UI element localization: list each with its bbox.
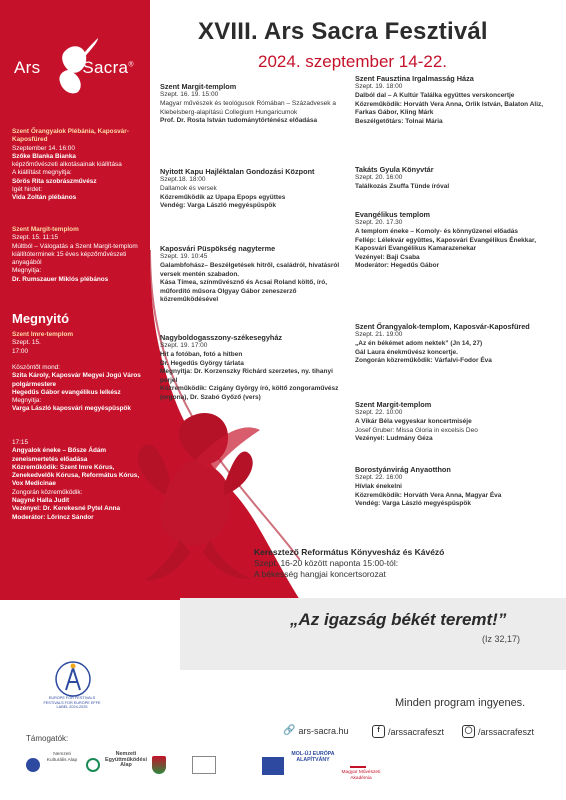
kr-dates: Szept. 16-20 között naponta 15:00-tól:	[254, 558, 399, 568]
text-line: Szept. 20. 16:00	[355, 174, 403, 182]
kr-concert-block	[254, 547, 444, 580]
festival-logo	[14, 58, 134, 78]
text-line: Szent Margit-templom	[12, 226, 79, 233]
text-line: 17:00	[12, 347, 28, 355]
logo-word-sacra: Sacra	[82, 58, 129, 77]
text-line: Sörös Rita szobrászművész	[12, 177, 97, 185]
text-line: Szept. 15. 11:15	[12, 234, 59, 242]
text-line: Szept. 22. 16:00	[355, 474, 403, 482]
text-line: Josef Gruber: Missa Gloria in excelsis Deo	[355, 426, 478, 434]
text-line: Hegedűs Gábor evangélikus lelkész	[12, 388, 121, 396]
sponsor-logo-mma	[350, 756, 366, 768]
text-line: képzőművészeti alkotásainak kiállítása	[12, 161, 122, 169]
logo-registered-mark: ®	[128, 61, 134, 69]
sponsor-logo-crest	[152, 756, 166, 774]
text-line: Dr. Rumszauer Miklós plébános	[12, 275, 109, 283]
text-line: Szeptember 14. 16:00	[12, 144, 75, 152]
text-line: Megnyitja: Dr. Korzenszky Richárd szerzetes, ny. tihanyi perjel	[160, 368, 333, 384]
text-line: Közreműködik: Horváth Vera Anna, Magyar Éva	[355, 491, 502, 499]
text-line: Szept. 22. 10:00	[355, 409, 403, 417]
left-block-2	[12, 226, 146, 284]
venue-heading: Kaposvári Püspökség nagyterme	[160, 244, 276, 253]
text-line: Vezényel: Ludmány Géza	[355, 435, 433, 443]
text-line: Prof. Dr. Rosta István tudománytörténész előadása	[160, 117, 318, 125]
supporters-label: Támogatók:	[26, 734, 69, 743]
text-line: Szept. 19. 10:45	[160, 253, 208, 261]
text-line: Zongorán közreműködik:	[12, 488, 83, 496]
effe-label-text: EUROPE FOR FESTIVALS FESTIVALS FOR EUROPE EFFE LABEL 2024-2025	[43, 696, 101, 709]
website-link[interactable]	[283, 725, 348, 736]
text-line: Köszöntőt mond:	[12, 364, 60, 371]
text-line: Közreműködik: Szent Imre Kórus, Zenekedvelők Kórusa, Református Kórus, Vox Medicinae	[12, 463, 140, 488]
text-line: Hit a fotóban, fotó a hitben	[160, 351, 243, 358]
text-line: A kiállítást megnyitja:	[12, 169, 72, 177]
sponsor-logo-ministry	[192, 756, 216, 774]
effe-label-logo-icon	[48, 660, 98, 698]
text-line: 17:15	[12, 439, 28, 446]
kr-series: A békesség hangjai koncertsorozat	[254, 569, 386, 579]
quote-reference: (Iz 32,17)	[482, 634, 521, 644]
text-line: Moderátor: Lőrincz Sándor	[12, 513, 94, 521]
festival-dates: 2024. szeptember 14-22.	[258, 52, 448, 71]
text-line: Szept. 16. 19. 15:00	[160, 91, 219, 99]
program-right-5	[355, 400, 555, 444]
text-line: Közreműködik: Horváth Vera Anna, Orlik István, Balaton Aliz, Farkas Gábor, Kling Márk	[355, 100, 544, 117]
text-line: Megnyitja:	[12, 267, 42, 275]
left-block-1	[12, 128, 146, 203]
venue-heading: Szent Őrangyalok-templom, Kaposvár-Kaposfüred	[355, 322, 530, 331]
text-line: Szőke Blanka Bianka	[12, 152, 76, 160]
text-line: Szept. 19. 18:00	[355, 83, 403, 91]
text-line: Fellép: Lélekvár együttes, Kaposvári Evangélikus Énekkar, Kaposvári Evangélikus Kamarazenekar	[355, 236, 537, 253]
text-line: Találkozás Zsuffa Tünde íróval	[355, 183, 450, 190]
text-line: Múltból – Válogatás a Szent Margit-templom kiállítóterminek 15 éves képzőművészeti anyagából	[12, 242, 138, 267]
megnyito-heading: Megnyitó	[12, 311, 70, 326]
program-right-4	[355, 322, 555, 366]
festival-title: XVIII. Ars Sacra Fesztivál	[198, 18, 488, 45]
instagram-icon: ◯	[462, 725, 475, 738]
free-programs-note: Minden program ingyenes.	[395, 697, 526, 709]
text-line: Kása Tímea, színművésznő és Acsai Roland költő, író, műfordító műsora Olgyay Gábor zeneszerző közreműködésével	[160, 279, 328, 304]
sponsor-logo-mol	[262, 757, 284, 775]
text-line: Szept.18. 18:00	[160, 176, 206, 184]
facebook-icon: f	[372, 725, 385, 738]
venue-heading: Takáts Gyula Könyvtár	[355, 165, 434, 174]
text-line: Szita Károly, Kaposvár Megyei Jogú Város polgármestere	[12, 372, 141, 388]
text-line: A templom éneke – Komoly- és könnyűzenei előadás	[355, 228, 519, 235]
text-line: Közreműködik: Czigány György író, költő zongoraművész (orgona), Dr. Szabó Győző (vers)	[160, 385, 339, 401]
text-line: Hívlak énekelni	[355, 483, 402, 490]
kr-heading: Keresztező Református Könyvesház és Kávézó	[254, 547, 445, 557]
text-line: Szent Őrangyalok Plébánia, Kaposvár-Kaposfüred	[12, 128, 129, 144]
text-line: „Az én békémet adom nektek” (Jn 14, 27)	[355, 340, 483, 347]
instagram-link[interactable]	[462, 725, 534, 738]
program-right-1	[355, 74, 555, 126]
left-block-3	[12, 331, 146, 356]
text-line: Közreműködik az Upapa Epops együttes	[160, 193, 286, 201]
sponsor-logo-nea	[86, 758, 100, 772]
text-line: Varga László kaposvári megyéspüspök	[12, 405, 131, 413]
program-right-6	[355, 465, 555, 509]
instagram-text: /arssacrafeszt	[478, 726, 535, 737]
venue-heading: Nyitott Kapu Hajléktalan Gondozási Központ	[160, 167, 315, 176]
text-line: Szept. 20. 17.30	[355, 219, 403, 227]
website-text: ars-sacra.hu	[298, 725, 349, 736]
text-line: Zongorán közreműködik: Várfalvi-Fodor Éva	[355, 357, 492, 365]
facebook-text: /arssacrafeszt	[388, 726, 445, 737]
text-line: Angyalok éneke – Bősze Ádám zeneismertetés előadása	[12, 447, 107, 463]
text-line: Szept. 15.	[12, 339, 41, 347]
program-mid-1	[160, 82, 350, 126]
text-line: Nagyné Halla Judit	[12, 497, 70, 505]
motto-quote: „Az igazság békét teremt!”	[290, 610, 507, 629]
text-line: Moderátor: Hegedűs Gábor	[355, 262, 440, 270]
venue-heading: Szent Fausztina Irgalmasság Háza	[355, 74, 474, 83]
program-mid-2	[160, 167, 350, 211]
sponsor-name-mma: Magyar Művészeti Akadémia	[341, 770, 381, 781]
text-line: Szent Imre-templom	[12, 331, 74, 338]
program-mid-4	[160, 333, 350, 403]
venue-heading: Borostyánvirág Anyaotthon	[355, 465, 451, 474]
text-line: Igét hirdet:	[12, 186, 43, 194]
program-right-3	[355, 210, 555, 271]
text-line: Beszélgetőtárs: Tolnai Mária	[355, 117, 443, 125]
venue-heading: Szent Margit-templom	[355, 400, 432, 409]
link-icon: 🔗	[283, 725, 296, 736]
program-right-2	[355, 165, 555, 192]
text-line: Dallamok és versek	[160, 185, 217, 192]
left-block-4	[12, 364, 146, 414]
venue-heading: Evangélikus templom	[355, 210, 431, 219]
text-line: Galambfohász– Beszélgetések hitről, családról, hivatásról versek mentén szabadon.	[160, 262, 340, 278]
text-line: Vendég: Varga László megyéspüspök	[355, 500, 471, 508]
text-line: A Vikár Béla vegyeskar koncertmiséje	[355, 418, 472, 425]
text-line: Szept. 21. 19:00	[355, 331, 403, 339]
text-line: Magyar művészek és teológusok Rómában – Századvesek a Klebelsberg-alapítású Collegium Hungaricumok	[160, 100, 336, 116]
sponsor-logo-nka	[26, 758, 40, 772]
venue-heading: Nagyboldogasszony-székesegyház	[160, 333, 283, 342]
text-line: Vezényel: Baji Csaba	[355, 253, 420, 261]
text-line: Dr. Hegedűs György tárlata	[160, 359, 244, 367]
sponsor-name-nka: Nemzeti Kulturális Alap	[46, 752, 78, 763]
text-line: Vezényel: Dr. Kerekesné Pytel Anna	[12, 505, 121, 513]
left-block-5	[12, 439, 146, 522]
facebook-link[interactable]	[372, 725, 444, 738]
text-line: Szept. 19. 17:00	[160, 342, 208, 350]
text-line: Gál Laura énekművész koncertje.	[355, 348, 458, 356]
text-line: Megnyitja:	[12, 397, 42, 405]
sponsor-name-nea: Nemzeti Együttműködési Alap	[105, 751, 147, 769]
text-line: Dalból dal – A Kultúr Találka együttes verskoncertje	[355, 92, 515, 99]
text-line: Vendég: Varga László megyéspüspök	[160, 202, 276, 210]
logo-word-ars: Ars	[14, 58, 41, 77]
sponsor-name-mol: MOL-ÚJ EURÓPA ALAPÍTVÁNY	[291, 751, 335, 763]
venue-heading: Szent Margit-templom	[160, 82, 237, 91]
text-line: Vida Zoltán plébános	[12, 194, 77, 202]
angel-figure-illustration	[125, 400, 265, 590]
program-mid-3	[160, 244, 350, 305]
